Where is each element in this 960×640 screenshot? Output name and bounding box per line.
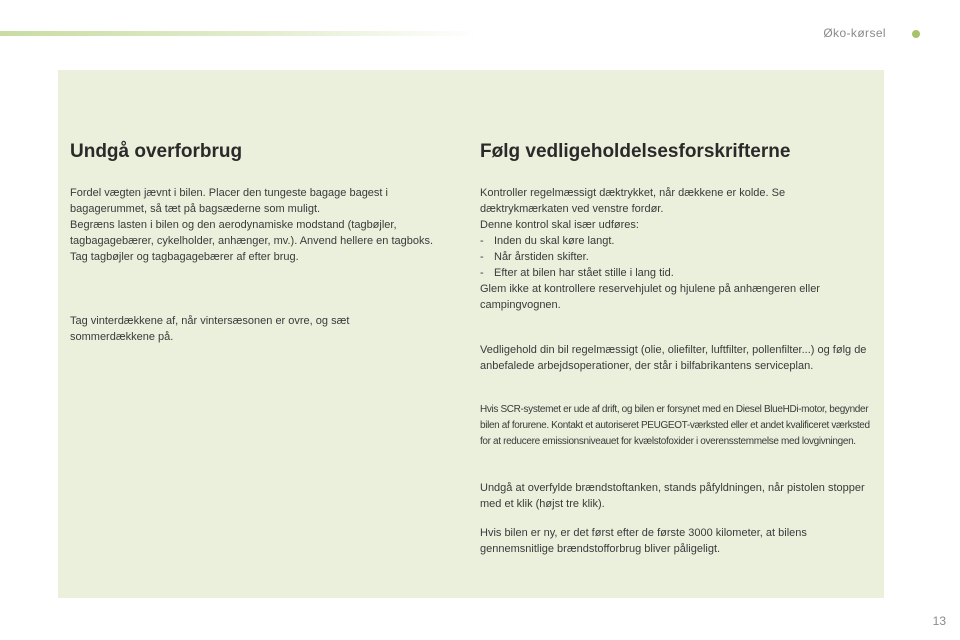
section-title: Øko-kørsel — [823, 26, 886, 40]
new-car-paragraph — [480, 525, 860, 557]
list-item — [480, 265, 860, 281]
list-item-text: Inden du skal køre langt. — [494, 235, 615, 247]
scr-note-paragraph — [480, 402, 872, 450]
text-line: Vedligehold din bil regelmæssigt (olie, oliefilter, luftfilter, pollenfilter...) og følg de anbefalede arbejdsoperationer, der står i bilfabrikantens serviceplan. — [480, 344, 867, 372]
weight-advice-paragraph — [70, 185, 444, 265]
fuel-tank-paragraph — [480, 480, 872, 512]
text-line: Tag vinterdækkene af, når vintersæsonen er ovre, og sæt sommerdækkene på. — [70, 315, 350, 343]
page-number: 13 — [932, 614, 946, 628]
text-line: Tag tagbøjler og tagbagagebærer af efter brug. — [70, 251, 299, 263]
list-item-text: Når årstiden skifter. — [494, 251, 589, 263]
dash-bullet: - — [480, 251, 484, 263]
section-marker-dot — [912, 30, 920, 38]
text-line: Kontroller regelmæssigt dæktrykket, når dækkene er kolde. Se dæktrykmærkaten ved venstre fordør. — [480, 187, 786, 215]
content-panel — [58, 70, 884, 598]
list-item-text: Efter at bilen har stået stille i lang tid. — [494, 267, 674, 279]
text-line: Hvis SCR-systemet er ude af drift, og bilen er forsynet med en Diesel BlueHDi-motor, begynder bilen af forurene. Kontakt et autoriseret PEUGEOT-værksted eller et andet kvalificeret værksted for at reducere emissionsniveauet for kvælstofoxider i overensstemmelse med lovgivningen. — [480, 404, 870, 447]
list-item — [480, 233, 860, 249]
text-line: Denne kontrol skal især udføres: — [480, 219, 639, 231]
header-accent-rule — [0, 31, 480, 36]
text-line: Glem ikke at kontrollere reservehjulet og hjulene på anhængeren eller campingvognen. — [480, 283, 820, 311]
dash-bullet: - — [480, 267, 484, 279]
maintenance-paragraph — [480, 342, 870, 374]
list-item — [480, 249, 860, 265]
left-heading: Undgå overforbrug — [70, 141, 243, 162]
tyre-pressure-paragraph — [480, 185, 860, 313]
text-line: Fordel vægten jævnt i bilen. Placer den tungeste bagage bagest i bagagerummet, så tæt på bagsæderne som muligt. — [70, 187, 388, 215]
text-line: Undgå at overfylde brændstoftanken, stands påfyldningen, når pistolen stopper med et klik (højst tre klik). — [480, 482, 865, 510]
winter-tyres-paragraph — [70, 313, 400, 345]
right-heading: Følg vedligeholdelsesforskrifterne — [480, 141, 791, 162]
dash-bullet: - — [480, 235, 484, 247]
text-line: Hvis bilen er ny, er det først efter de første 3000 kilometer, at bilens gennemsnitlige brændstofforbrug bliver påligeligt. — [480, 527, 807, 555]
text-line: Begræns lasten i bilen og den aerodynamiske modstand (tagbøjler, tagbagagebærer, cykelholder, anhænger, mv.). Anvend hellere en tagboks. — [70, 219, 434, 247]
